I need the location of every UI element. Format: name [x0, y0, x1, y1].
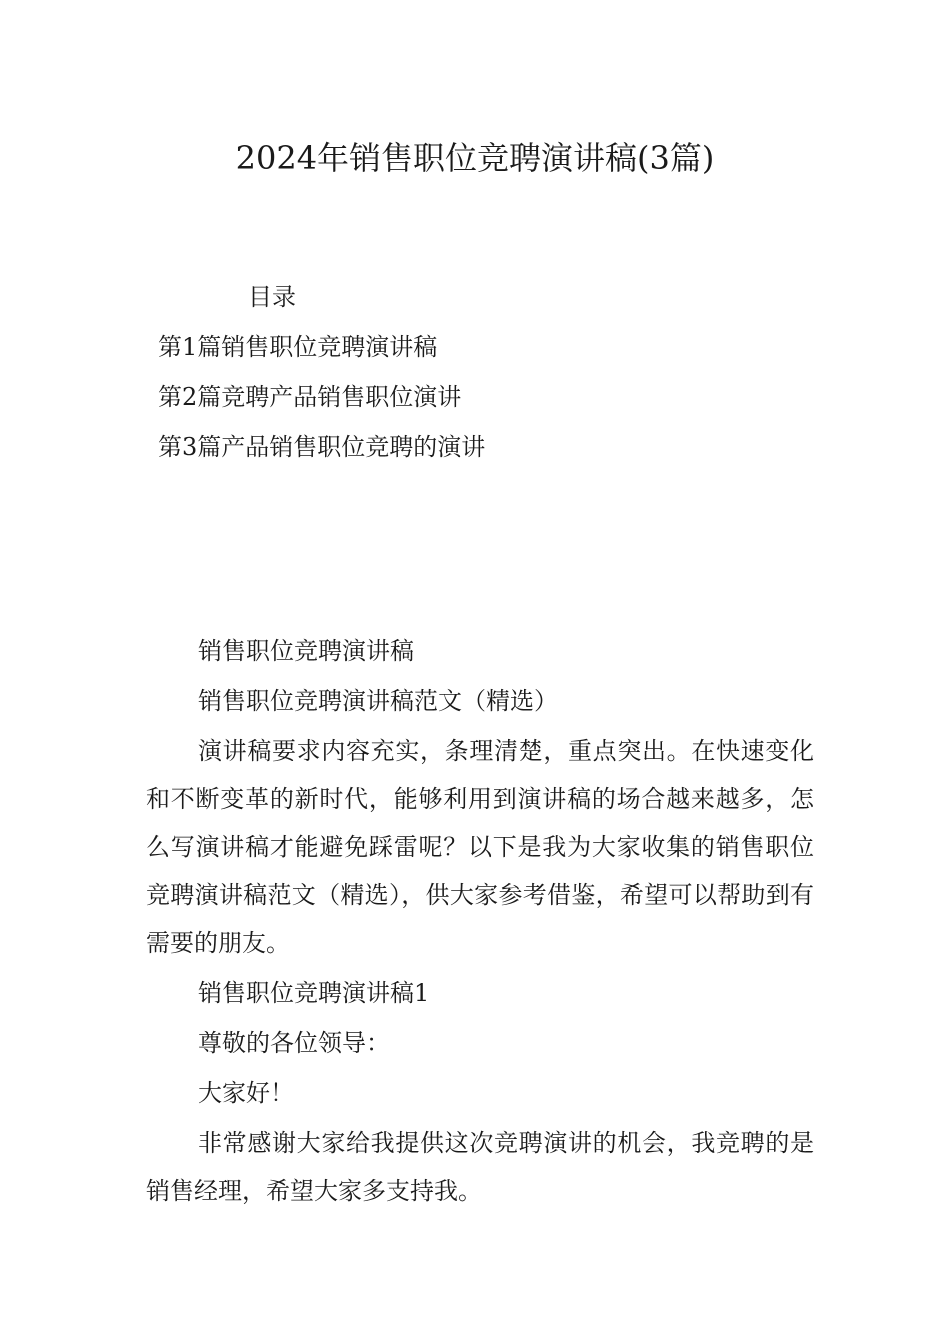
- body-paragraph: 演讲稿要求内容充实，条理清楚，重点突出。在快速变化和不断变革的新时代，能够利用到演讲稿的场合越来越多，怎么写演讲稿才能避免踩雷呢？以下是我为大家收集的销售职位竞聘演讲稿范文（精选），供大家参考借鉴，希望可以帮助到有需要的朋友。: [146, 737, 814, 957]
- greeting: 大家好！: [198, 1079, 294, 1107]
- toc-item[interactable]: 第1篇销售职位竞聘演讲稿: [158, 333, 438, 361]
- salutation: 尊敬的各位领导：: [198, 1029, 390, 1057]
- section-subheading: 销售职位竞聘演讲稿范文（精选）: [198, 687, 558, 715]
- table-of-contents: [158, 330, 808, 480]
- toc-heading: 目录: [248, 283, 296, 311]
- toc-item[interactable]: 第2篇竞聘产品销售职位演讲: [158, 383, 462, 411]
- document-body: [146, 627, 814, 1215]
- toc-item[interactable]: 第3篇产品销售职位竞聘的演讲: [158, 433, 486, 461]
- document-title: 2024年销售职位竞聘演讲稿(3篇): [235, 139, 715, 177]
- section-heading: 销售职位竞聘演讲稿: [198, 637, 414, 665]
- speech-heading: 销售职位竞聘演讲稿1: [198, 979, 430, 1007]
- body-paragraph: 非常感谢大家给我提供这次竞聘演讲的机会，我竞聘的是销售经理，希望大家多支持我。: [146, 1129, 814, 1205]
